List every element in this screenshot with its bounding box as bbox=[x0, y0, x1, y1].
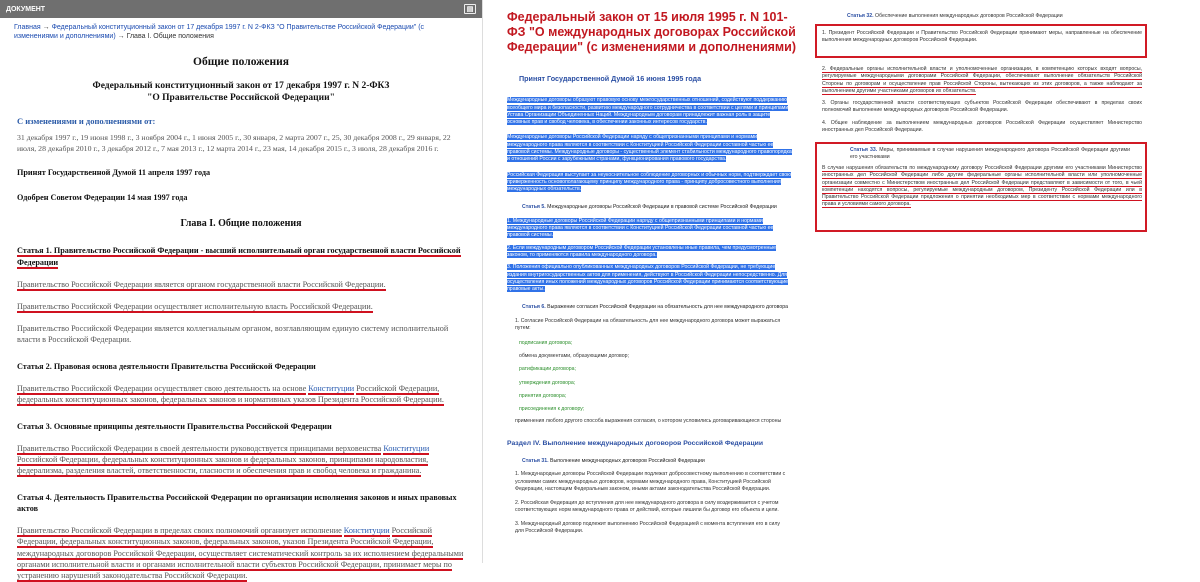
article-33-para bbox=[822, 165, 1142, 209]
preamble-para-1: Международные договоры образуют правовую основу межгосударственных отношений, содействуют поддержанию всеобщего мира и безопасности, развитию международного сотрудничества в соответствии с целями и принципами Устава Организации Объединенных Наций. Международным договорам принадлежит важная роль в защите основных прав и свобод человека, в обеспечении законных интересов государств. bbox=[507, 97, 789, 126]
article-31-para-1: 1. Международные договоры Российской Федерации подлежат добросовестному выполнению в соответствии с условиями самих международных договоров, нормами международного права, Конституцией Российской Федерации, настоящим Федеральным законом, иными актами законодательства Российской Федерации. bbox=[515, 471, 786, 493]
constitution-link[interactable]: Конституции bbox=[308, 383, 355, 393]
article-3-para-text: Российской Федерации, федеральных конституционных законов и федеральных законов, принципами народовластия, федерализма, разделения властей, ответственности, гласности и обеспечения прав и свобод человека и гражданина. bbox=[17, 455, 429, 476]
article-5-para-3 bbox=[507, 264, 793, 293]
article-4-title: Статья 4. Деятельность Правительства Российской Федерации по организации исполнения законов и иных правовых актов bbox=[17, 493, 457, 514]
article-1-title-text: Статья 1. Правительство Российской Федерации - высший исполнительный орган государственной власти Российской Федерации bbox=[17, 246, 461, 267]
article-5-para-1 bbox=[507, 218, 793, 240]
garant-document-panel bbox=[0, 0, 483, 580]
article-31-para-2: 2. Российская Федерация до вступления для нее международного договора в силу воздерживается с учетом соответствующих норм международного права от действий, которые лишили бы договор его объекта и цели. bbox=[515, 499, 779, 514]
article-31-para-3: 3. Международный договор подлежит выполнению Российской Федерацией с момента вступления его в силу для Российской Федерации. bbox=[515, 520, 781, 535]
adopted-note: Принят Государственной Думой 11 апреля 1997 года bbox=[17, 168, 211, 178]
list-item[interactable]: ратификации договора; bbox=[519, 366, 576, 373]
list-item[interactable]: утверждения договора; bbox=[519, 379, 576, 386]
constitution-link[interactable]: Конституции bbox=[383, 444, 430, 454]
article-2-para bbox=[17, 383, 468, 405]
breadcrumb-home[interactable]: Главная bbox=[14, 24, 41, 31]
article-5-para-2 bbox=[507, 245, 793, 260]
article-31-title-text: Выполнение международных договоров Российской Федерации bbox=[550, 457, 705, 464]
article-32-title bbox=[847, 13, 1200, 19]
law-title-line: Федеральный конституционный закон от 17 декабря 1997 г. N 2-ФКЗ bbox=[92, 80, 390, 91]
article-1-para-2-text: Правительство Российской Федерации осуществляет исполнительную власть Российской Федерации. bbox=[17, 301, 373, 311]
international-treaties-law-panel bbox=[497, 0, 803, 563]
changes-label: С изменениями и дополнениями от: bbox=[17, 115, 156, 126]
document-toolbar bbox=[0, 0, 482, 18]
article-4-para-text: Российской Федерации, федеральных конституционных законов, федеральных законов, указов Президента Российской Федерации, международных договоров Российской Федерации, осуществляет систематический контроль за их исполнением федеральными органами исполнительной власти и органами исполнительной власти субъектов Российской Федерации, принимает меры по устранению нарушений законодательства Российской Федерации. bbox=[17, 526, 464, 580]
article-2-title: Статья 2. Правовая основа деятельности Правительства Российской Федерации bbox=[17, 361, 316, 371]
preamble-para-3: Российская Федерация выступает за неукоснительное соблюдение договорных и обычных норм, подтверждает свою приверженность основополагающему принципу международного права - принципу добросовестного выполнения международных обязательств. bbox=[507, 171, 791, 193]
article-1-para-1 bbox=[17, 279, 468, 290]
article-6-para-last: применения любого другого способа выражения согласия, о котором условились договаривающиеся стороны bbox=[515, 418, 782, 425]
article-32-para-3: 3. Органы государственной власти соответствующих субъектов Российской Федерации обеспечивают в пределах своих полномочий выполнение международных договоров Российской Федерации. bbox=[822, 100, 1142, 114]
article-32-label: Статья 32. bbox=[847, 13, 874, 19]
preamble-2 bbox=[507, 134, 793, 163]
article-6-label: Статья 6. bbox=[522, 304, 546, 311]
article-32-title-text: Обеспечение выполнения международных договоров Российской Федерации bbox=[875, 13, 1063, 19]
toolbar-label: ДОКУМЕНТ bbox=[6, 5, 46, 13]
article-1-para-3: Правительство Российской Федерации является коллегиальным органом, возглавляющим единую систему исполнительной власти в Российской Федерации. bbox=[17, 323, 449, 344]
section-4-title: Раздел IV. Выполнение международных договоров Российской Федерации bbox=[507, 439, 763, 447]
article-3-para-text: Правительство Российской Федерации в своей деятельности руководствуется принципами верховенства bbox=[17, 444, 382, 454]
article-5-para-3-text: 3. Положения официально опубликованных международных договоров Российской Федерации, не требующие издания внутригосударственных актов для применения, действуют в Российской Федерации непосредственно. Для осуществления иных положений международных договоров Российской Федерации принимаются соответствующие правовые акты. bbox=[507, 264, 788, 293]
article-3-para bbox=[17, 443, 468, 476]
article-5-label: Статья 5. bbox=[522, 204, 546, 211]
article-2-para-text: Российской Федерации, федеральных конституционных законов, федеральных законов и нормативных указов Президента Российской Федерации. bbox=[17, 383, 444, 404]
change-dates: 31 декабря 1997 г., 19 июня 1998 г., 3 ноября 2004 г., 1 июня 2005 г., 30 января, 2 марта 2007 г., 25, 30 декабря 2008 г., 29 января, 22 июля, 28 декабря 2010 г., 3 декабря 2012 г., 7 мая 2013 г., 12 марта 2014 г., 23 мая, 14 декабря 2015 г., 3 июля, 28 декабря 2016 г. bbox=[17, 132, 451, 153]
article-32-para-2-text: 2. Федеральные органы исполнительной власти и уполномоченные организации, в компетенцию которых входят вопросы, регулируемые международными договорами Российской Федерации, обеспечивают выполнение обязательств Российской Стороны по договорам и осуществление прав Российской Стороны, вытекающих из этих договоров, а также наблюдают за выполнением другими участниками договоров их обязательств. bbox=[822, 66, 1142, 94]
article-5-title bbox=[522, 204, 791, 212]
article-5-title-text: Международные договоры Российской Федерации в правовой системе Российской Федерации bbox=[547, 204, 777, 211]
article-1-para-2 bbox=[17, 301, 468, 312]
treaty-execution-panel bbox=[810, 0, 1200, 563]
list-item[interactable]: присоединения к договору; bbox=[519, 406, 585, 413]
preamble-para-2: Международные договоры Российской Федерации наряду с общепризнанными принципами и нормами международного права являются в соответствии с Конституцией Российской Федерации составной частью ее правовой системы. Международные договоры - существенный элемент стабильности международного правопорядка и отношений России с зарубежными странами, функционирования правового государства. bbox=[507, 134, 792, 163]
article-33-title bbox=[850, 147, 1130, 162]
chapter-title: Глава I. Общие положения bbox=[180, 218, 302, 230]
breadcrumb-separator: → bbox=[117, 33, 125, 41]
article-6-para-1: 1. Согласие Российской Федерации на обязательность для нее международного договора может выражаться путем: bbox=[515, 317, 781, 332]
breadcrumb bbox=[0, 18, 482, 42]
article-4-para bbox=[17, 525, 468, 580]
list-item[interactable]: принятия договора; bbox=[519, 392, 567, 399]
article-32-para-4: 4. Общее наблюдение за выполнением международных договоров Российской Федерации осуществляет Министерство иностранных дел Российской Федерации. bbox=[822, 120, 1142, 134]
article-31-title bbox=[522, 458, 791, 466]
section-title: Общие положения bbox=[193, 55, 289, 68]
law-title: Федеральный закон от 15 июля 1995 г. N 101-ФЗ "О международных договорах Российской Федерации" (с изменениями и дополнениями) bbox=[507, 10, 797, 54]
article-5-para-2-text: 2. Если международным договором Российской Федерации установлены иные правила, чем предусмотренные законом, то применяются правила международного договора. bbox=[507, 244, 776, 258]
adopted-note: Принят Государственной Думой 16 июня 1995 года bbox=[519, 74, 702, 84]
article-32-para-2 bbox=[822, 66, 1142, 95]
preamble bbox=[507, 97, 793, 126]
article-33-title-text: Меры, принимаемые в случае нарушения международного договора Российской Федерации другими его участниками bbox=[850, 147, 1130, 161]
article-2-para-text: Правительство Российской Федерации осуществляет свою деятельность на основе bbox=[17, 383, 307, 393]
approved-note: Одобрен Советом Федерации 14 мая 1997 года bbox=[17, 193, 188, 203]
article-32-para-1: 1. Президент Российской Федерации и Правительство Российской Федерации принимают меры, направленные на обеспечение выполнения международных договоров Российской Федерации. bbox=[822, 30, 1142, 44]
article-6-title-text: Выражение согласия Российской Федерации на обязательность для нее международного договора bbox=[547, 304, 788, 311]
article-5-para-1-text: 1. Международные договоры Российской Федерации наряду с общепризнанными принципами и нормами международного права являются в соответствии с Конституцией Российской Федерации составной частью ее правовой системы. bbox=[507, 217, 774, 239]
list-item[interactable]: подписания договора; bbox=[519, 340, 573, 346]
article-1-title bbox=[17, 245, 468, 267]
law-title bbox=[0, 81, 482, 105]
article-6-title bbox=[522, 304, 791, 312]
preamble-3 bbox=[507, 172, 793, 194]
list-item: обмена документами, образующими договор; bbox=[519, 353, 629, 360]
article-4-para-text: Правительство Российской Федерации в пределах своих полномочий организует исполнение bbox=[17, 526, 342, 536]
article-33-label: Статья 33. bbox=[850, 147, 878, 153]
law-title-line: "О Правительстве Российской Федерации" bbox=[147, 92, 335, 103]
article-1-para-1-text: Правительство Российской Федерации является органом государственной власти Российской Федерации. bbox=[17, 279, 386, 289]
breadcrumb-doc-link[interactable]: Федеральный конституционный закон от 17 декабря 1997 г. N 2-ФКЗ "О Правительстве Российской Федерации" (с изменениями и дополнениями) bbox=[14, 24, 425, 41]
article-31-label: Статья 31. bbox=[522, 457, 549, 464]
breadcrumb-separator: → bbox=[42, 24, 50, 31]
constitution-link[interactable]: Конституции bbox=[343, 526, 390, 536]
article-33-para-text: В случае нарушения обязательств по международному договору Российской Федерации другими его участниками Министерство иностранных дел Российской Федерации либо другие федеральные органы исполнительной власти или уполномоченные организации совместно с Министерством иностранных дел Российской Федерации представляют в зависимости от того, в чьей компетенции находятся вопросы, регулируемые международным договором, Президенту Российской Федерации или в Правительство Российской Федерации предложения о принятии необходимых мер в соответствии с нормами международного права и условиями самого договора. bbox=[822, 165, 1142, 208]
breadcrumb-current: Глава I. Общие положения bbox=[126, 33, 214, 41]
printer-icon[interactable]: ▤ bbox=[464, 4, 476, 14]
article-3-title: Статья 3. Основные принципы деятельности Правительства Российской Федерации bbox=[17, 422, 332, 431]
